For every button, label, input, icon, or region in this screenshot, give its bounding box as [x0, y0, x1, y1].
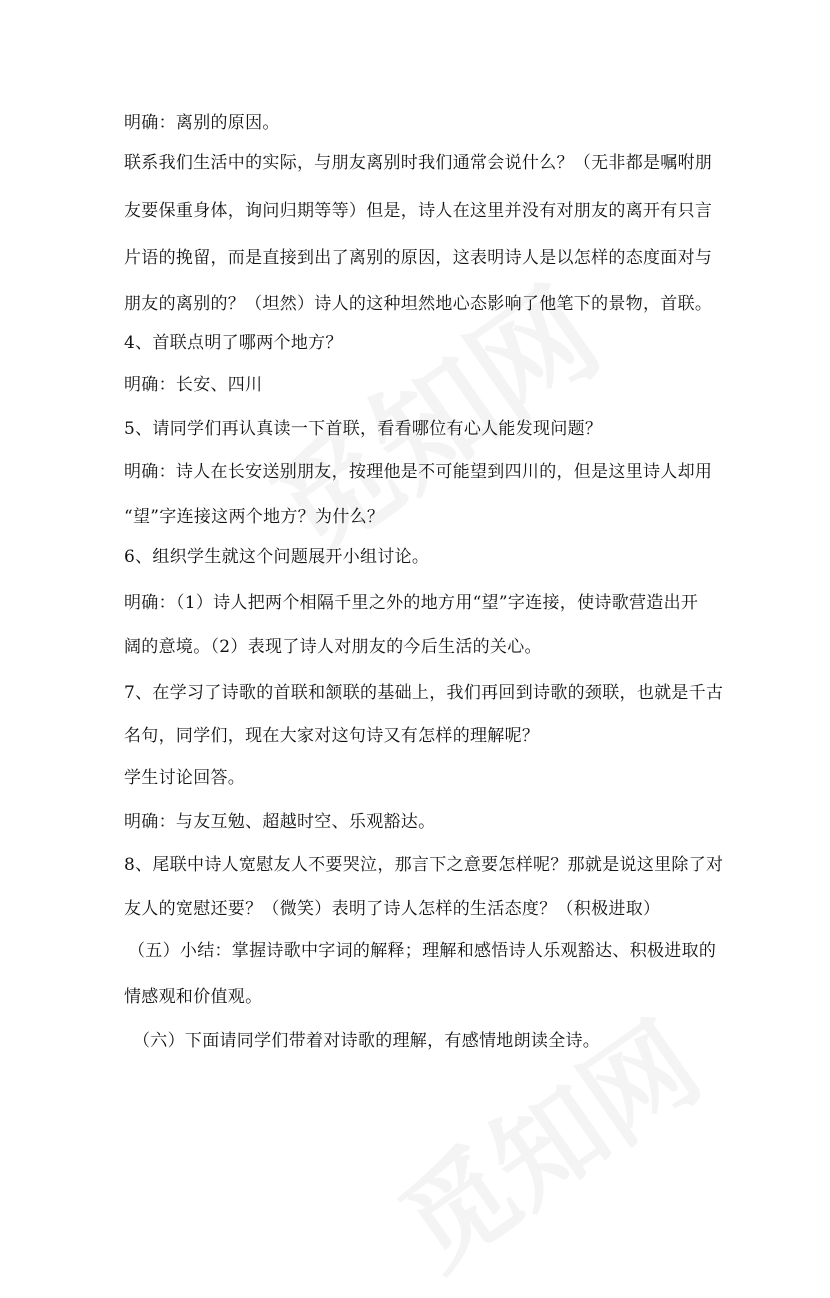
paragraph-line: 朋友的离别的？（坦然）诗人的这种坦然地心态影响了他笔下的景物，首联。	[124, 294, 713, 314]
paragraph-line: 片语的挽留，而是直接到出了离别的原因，这表明诗人是以怎样的态度面对与	[124, 248, 713, 268]
paragraph-line: 6、组织学生就这个问题展开小组讨论。	[124, 547, 430, 567]
paragraph-line: 阔的意境。（2）表现了诗人对朋友的今后生活的关心。	[124, 637, 542, 657]
paragraph-line: 名句，同学们，现在大家对这句诗又有怎样的理解呢？	[124, 726, 540, 746]
paragraph-line: 联系我们生活中的实际，与朋友离别时我们通常会说什么？（无非都是嘱咐朋	[124, 153, 713, 173]
watermark	[365, 980, 726, 1298]
paragraph-line: 友人的宽慰还要？（微笑）表明了诗人怎样的生活态度？（积极进取）	[124, 899, 661, 919]
paragraph-line: 明确：（1）诗人把两个相隔千里之外的地方用“望”字连接，使诗歌营造出开	[124, 593, 699, 613]
paragraph-line: 5、请同学们再认真读一下首联，看看哪位有心人能发现问题？	[124, 419, 603, 439]
paragraph-line: 8、尾联中诗人宽慰友人不要哭泣，那言下之意要怎样呢？那就是说这里除了对	[124, 855, 724, 875]
paragraph-line: 7、在学习了诗歌的首联和颔联的基础上，我们再回到诗歌的颈联，也就是千古	[124, 683, 724, 703]
paragraph-line: “望”字连接这两个地方？为什么？	[124, 507, 385, 527]
paragraph-line: （六）下面请同学们带着对诗歌的理解，有感情地朗读全诗。	[133, 1031, 601, 1051]
paragraph-line: 情感观和价值观。	[124, 987, 263, 1007]
paragraph-line: 明确：离别的原因。	[124, 113, 280, 133]
paragraph-line: （五）小结：掌握诗歌中字词的解释；理解和感悟诗人乐观豁达、积极进取的	[128, 941, 717, 961]
paragraph-line: 明确：与友互勉、超越时空、乐观豁达。	[124, 812, 436, 832]
paragraph-line: 友要保重身体，询问归期等等）但是，诗人在这里并没有对朋友的离开有只言	[124, 201, 713, 221]
paragraph-line: 4、首联点明了哪两个地方？	[124, 333, 343, 353]
paragraph-line: 明确：长安、四川	[124, 375, 263, 395]
paragraph-line: 学生讨论回答。	[124, 768, 246, 788]
paragraph-line: 明确：诗人在长安送别朋友，按理他是不可能望到四川的，但是这里诗人却用	[124, 462, 713, 482]
